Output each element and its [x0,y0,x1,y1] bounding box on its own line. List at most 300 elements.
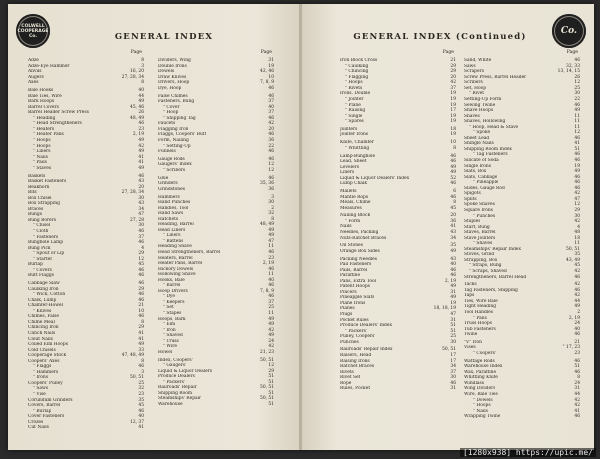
entry-page-number: 50, 51 [442,347,456,353]
entry-page-number: 2, 19 [568,315,580,321]
entry-page-number: 42 [268,121,274,127]
entry-page-number: 12 [574,80,580,86]
entry-term: Orange Box Sides [340,248,380,254]
entry-term: Steamships' Repair [158,396,202,402]
entry-term: " Hoop [163,110,179,116]
entry-term: Whittling Knife [464,375,498,381]
entry-term: " Stapes [163,311,182,316]
entry-page-number: 3 [141,63,144,69]
entry-term: Lamp-Bunghole [340,153,376,159]
entry-page-number: 50, 51 [260,357,274,363]
entry-page-number: 41 [574,141,580,147]
entry-term: " Keepers [163,299,185,305]
entry-term: " Raising [345,108,366,114]
entry-page-number: 37 [450,369,456,375]
entry-page-number: 46 [574,174,580,180]
entry-page-number: 8 [453,145,456,151]
entry-term: Stave Jointers [464,235,496,241]
entry-term: Lump Chalk [340,181,367,187]
entry-term: Windlass [464,380,485,386]
entry-page-number: 46 [138,408,144,414]
entry-page-number: 46 [138,273,144,279]
entry-term: Cut Nails [28,425,49,431]
entry-term: Chamfer-Howel [28,303,64,309]
entry-term: Strapping, Box [464,257,498,263]
entry-list [158,58,274,407]
entry-term: " Shipping Tag [163,115,196,121]
entry-page-number: 8 [453,200,456,206]
entry-term: Sheet Lead [464,135,490,141]
entry-page-number: 42 [574,219,580,225]
entry-page-number: 12 [268,162,274,168]
entry-page-number: 51 [450,328,456,334]
entry-page-number: 29 [450,69,456,75]
entry-page-number: 31 [574,386,580,392]
entry-term: Beakhorn [28,184,50,190]
entry-page-number: 51 [268,401,274,407]
entry-page-number: 46 [268,149,274,155]
entry-page-number: 46 [268,93,274,99]
entry-page-number: 40 [138,88,144,94]
entry-page-number: 29 [138,325,144,331]
entry-term: Rope [340,380,352,386]
entry-page-number: 18, 18, 19 [433,306,456,312]
entry-page-number: 36 [268,138,274,144]
index-entry [28,166,144,172]
entry-term: Draw Knives [158,74,187,80]
entry-page-number: 11 [268,272,274,278]
entry-page-number: 21 [138,303,144,309]
entry-term: " Iron [163,327,176,333]
entry-page-number: 44 [574,392,580,398]
entry-term: Shaves, Hollowing [464,119,506,125]
entry-term: Bale Hooks [28,88,54,94]
entry-page-number: 46 [450,159,456,165]
entry-term: Railroads' Repair [158,385,197,391]
entry-term: Cover Fasteners [28,414,65,420]
entry-term: " Coopers' [473,351,497,356]
entry-term: Flagging Iron [158,126,189,132]
entry-term: Rivets [340,369,354,375]
entry-page-number: 37 [268,110,274,116]
entry-page-number: 46 [450,194,456,200]
entry-page-number: 30 [138,195,144,201]
entry-term: " Staves [33,165,52,171]
entry-term: Gauge Rods [158,156,185,162]
entry-page-number: 40 [574,326,580,332]
entry-page-number: 49 [450,295,456,301]
index-entry [464,275,580,281]
entry-page-number: 27, 28 [130,217,144,223]
entry-page-number: 46 [450,153,456,159]
entry-page-number: 49 [138,165,144,171]
entry-page-number: 52 [450,175,456,181]
entry-page-number: 19 [450,97,456,103]
entry-term: Coiled Elm Hoops [28,342,68,348]
index-entry [464,332,580,338]
entry-page-number: 22 [574,97,580,103]
entry-term: Truss Hoops [464,321,492,327]
entry-page-number: 49 [450,170,456,176]
entry-term: Slats, Cabbage [464,174,498,180]
entry-page-number: 21, 23 [260,349,274,355]
entry-term: " Heading [33,115,56,121]
entry-page-number: 19 [450,102,456,108]
entry-page-number: 51 [574,146,580,152]
entry-term: Wing Dividers [464,386,496,392]
entry-page-number: 17 [450,108,456,114]
entry-term: Coopers' Axes [28,358,60,364]
entry-page-number: 22 [268,143,274,149]
entry-page-number: 43 [138,201,144,207]
entry-term: Set, Hoop [464,85,487,91]
entry-term: Pans, Extra Tool [340,278,377,284]
entry-term: " Dye [163,294,176,300]
entry-page-number: 49 [450,164,456,170]
entry-term: Corundum Grinders [28,397,73,403]
entry-term: Fasteners, Bung [158,99,195,105]
entry-page-number: 46 [138,292,144,298]
entry-page-number: 41 [574,408,580,414]
entry-term: " Chincing [345,69,369,75]
entry-page-number: 12 [574,202,580,208]
index-entry [158,149,274,155]
entry-term: Bung Borers [28,217,57,223]
entry-page-number: 42 [574,191,580,197]
entry-page-number: 35, 36 [260,181,274,187]
entry-term: Heading, Barrel [158,222,194,228]
entry-term: Plugs [340,312,353,318]
entry-page-number: 46 [138,267,144,273]
entry-page-number: 44 [574,298,580,304]
entry-term: Screw Press, Barrel Header [464,74,527,80]
entry-term: Mantle Rops [340,194,369,200]
entry-page-number: 26 [574,74,580,80]
entry-page-number: 29 [268,368,274,374]
entry-term: " Straps, Bung [469,263,502,269]
entry-term: Paraffine [340,273,361,279]
entry-page-number: 45 [450,205,456,211]
entry-term: Pail Fasteners [340,262,372,268]
index-entry [158,350,274,356]
entry-term: Raisers, Head [340,353,372,359]
entry-term: " Spoke [473,130,491,136]
entry-term: Chalk, Lump [28,297,57,303]
entry-page-number: 10 [450,140,456,146]
entry-page-number: 46 [268,115,274,121]
entry-page-number: 42 [574,293,580,299]
entry-page-number: 2, 19 [444,278,456,284]
index-entry [158,168,274,174]
entry-page-number: 37 [268,299,274,305]
entry-page-number: 49 [268,333,274,339]
entry-term: Chincing Iron [28,325,59,331]
entry-list [28,58,144,431]
entry-term: Scribers [464,80,483,86]
entry-term: Adze [28,58,39,64]
entry-term: Sewing Twine [464,102,496,108]
entry-term: " Vise [33,392,46,398]
entry-term: Planes [340,306,355,312]
entry-page-number: 49 [450,248,456,254]
entry-page-number: 11 [574,241,580,247]
entry-term: " Knives [33,308,52,314]
entry-term: Warehouse [158,401,183,407]
entry-term: " Packers' [163,379,186,385]
entry-term: " Cloth [33,228,49,234]
entry-term: " Form [345,218,361,224]
entry-term: Liquid & Liquor Dealers [158,368,213,374]
entry-page-number: 41 [450,224,456,230]
entry-term: Produce Dealers [158,374,195,380]
page-title: GENERAL INDEX (Continued) [353,32,527,42]
entry-page-number: 12 [574,130,580,136]
entry-page-number: 34 [450,364,456,370]
entry-page-number: 33 [138,347,144,353]
entry-page-number: 49 [138,138,144,144]
entry-term: Start, Bung [464,224,490,230]
entry-term: Augers [28,74,44,80]
entry-term: Dye, Hoop [158,85,182,91]
index-entry [464,414,580,420]
entry-page-number: 2, 19 [262,261,274,267]
entry-page-number: 46 [450,267,456,273]
index-column [340,50,456,392]
entry-term: Stoves, Grind [464,252,495,258]
entry-page-number: 20 [450,74,456,80]
entry-term: Heaters, Barrel [158,255,193,261]
entry-page-number: 19 [450,113,456,119]
entry-page-number: 3 [141,369,144,375]
entry-page-number: 4 [577,224,580,230]
entry-page-number: 8 [141,358,144,364]
entry-page-number: 29 [574,207,580,213]
entry-term: " Starter [33,256,53,262]
entry-page-number: 47, 48, 49 [121,353,144,359]
entry-page-number: 46 [268,294,274,300]
entry-term: " Nails [473,408,488,414]
entry-page-number: 47 [450,312,456,318]
entry-page-number: 46 [574,274,580,280]
entry-page-number: 46 [268,283,274,289]
entry-page-number: 2 [271,205,274,211]
entry-term: Wattage Rods [464,358,495,364]
entry-term: Cabbage Slaw [28,281,60,287]
entry-page-number: 37 [450,85,456,91]
entry-term: Slides, Gauge Rod [464,185,505,191]
entry-page-number: 46 [138,314,144,320]
entry-term: " Heaters [33,126,55,132]
entry-term: " Tag Fasteners [473,152,508,158]
entry-term: Square Irons [464,207,493,213]
entry-page-number: 19 [450,119,456,125]
entry-page-number: 7, 8, 9 [260,288,274,294]
entry-page-number: 25 [450,334,456,340]
entry-term: Baskets [28,173,46,179]
column-head: Page [566,50,578,55]
entry-term: " Flaggs [33,364,52,370]
entry-page-number: 20 [450,213,456,219]
entry-page-number: 47 [138,212,144,218]
entry-term: Crozes [28,419,44,425]
entry-page-number: 46 [574,414,580,420]
entry-term: Dividers, Wing [158,58,191,64]
entry-page-number: 46 [574,287,580,293]
entry-page-number: 45 [574,263,580,269]
entry-term: " Covers [33,267,52,273]
entry-page-number: 11 [268,244,274,250]
entry-page-number: 41 [138,336,144,342]
entry-page-number: 49 [574,304,580,310]
index-column [158,50,274,407]
entry-page-number: 37 [138,234,144,240]
entry-term: Bunghole Lamp [28,240,64,246]
entry-term: " Rivet [469,91,484,97]
entry-term: Dowels [158,69,175,75]
entry-page-number: 40 [450,262,456,268]
entry-page-number: 35 [138,397,144,403]
entry-term: Liquid & Liquor Dealers' Index [340,175,410,181]
entry-page-number: 46 [574,102,580,108]
entry-term: " Hammers [33,369,59,375]
index-entry [340,249,456,255]
entry-term: Punches [340,339,359,345]
left-page [8,4,300,450]
index-column [464,50,580,420]
entry-page-number: 42 [574,282,580,288]
entry-page-number: 26 [138,110,144,116]
column-head: Page [260,50,272,55]
entry-page-number: 30 [138,223,144,229]
entry-term: Hickory Dowels [158,266,194,272]
entry-page-number: 51 [268,374,274,380]
entry-page-number: 12 [138,256,144,262]
entry-term: Oil Stones [340,243,363,249]
index-entry [464,351,580,357]
entry-page-number: 8 [141,80,144,86]
entry-term: Hooks, Bale [158,277,185,283]
entry-term: " Chisel [33,223,51,229]
entry-page-number: 11 [574,124,580,130]
entry-term: " Head Strengtheners [33,121,82,127]
entry-page-number: 47 [574,196,580,202]
entry-page-number: 46 [268,175,274,181]
entry-term: Shingle Nails [464,141,494,147]
entry-page-number: 51 [450,323,456,329]
entry-page-number: 8 [271,216,274,222]
entry-page-number: 46 [138,297,144,303]
index-columns [8,50,300,450]
right-page [302,4,594,450]
entry-term: Grindstones [158,186,185,192]
entry-term: " Punches [473,213,496,219]
entry-term: Tag Fasteners, Shipping [464,287,518,293]
entry-term: Nails [340,224,352,230]
entry-page-number: 49 [268,322,274,328]
entry-term: " Whittling [345,145,370,151]
entry-page-number: 24 [574,380,580,386]
entry-page-number: 50, 51 [260,396,274,402]
entry-term: Meals, Chime [340,200,371,206]
entry-page-number: 46 [574,332,580,338]
entry-page-number: 47 [268,238,274,244]
entry-page-number: 45, 46 [130,104,144,110]
entry-term: " Scribers [163,167,186,173]
entry-term: Howel [158,349,173,355]
entry-term: Adze-Eye Hammer [28,63,70,69]
entry-term: Tight Heading [464,304,497,310]
entry-term: Head Liners [158,227,186,233]
entry-page-number: 46 [268,132,274,138]
entry-term: " Irons [33,375,48,381]
index-entry [340,181,456,187]
index-entry [28,80,144,86]
entry-term: Mallets [340,188,357,194]
entry-page-number: 48, 49 [260,222,274,228]
entry-term: Splits [464,196,477,202]
entry-page-number: 46 [268,85,274,91]
entry-page-number: 8 [577,375,580,381]
entry-page-number: 40 [268,104,274,110]
colwell-cooperage-logo-icon: COLWELL COOPERAGE Co. [16,14,50,48]
entry-term: " Gaugers' [163,363,187,369]
entry-page-number: 23 [574,351,580,356]
entry-term: Glue [158,175,169,181]
entry-page-number: 7, 8, 9 [260,80,274,86]
entry-term: Box Strapping [28,201,60,207]
entry-list [340,58,456,392]
entry-term: Coopers' Pulley [28,380,63,386]
entry-term: Covers, Barrel [28,403,61,409]
entry-page-number: 23 [138,392,144,398]
entry-term: Box Chisel [28,195,52,201]
entry-page-number: 42 [138,143,144,149]
entry-term: " Hoops [33,143,51,149]
entry-term: Axes [28,80,39,86]
entry-term: Barrel Covers [28,104,59,110]
entry-page-number: 30 [450,375,456,381]
entry-page-number: 41 [138,425,144,431]
entry-term: Saws [464,63,476,69]
entry-term: " Heater Pans [33,132,64,138]
entry-term: " Hoops [473,403,491,409]
entry-term: Basket Fasteners [28,179,67,185]
index-entry [340,236,456,242]
entry-term: Hand Punches [158,200,191,206]
entry-term: " Setting-Up [163,143,191,149]
entry-page-number: 11 [574,113,580,119]
entry-term: Packing Needles [340,256,378,262]
entry-page-number: 46 [138,228,144,234]
entry-page-number: 32 [138,386,144,392]
entry-page-number: 24 [268,338,274,344]
index-column [28,50,144,431]
index-entry [340,132,456,138]
entry-term: Wrapping Twine [464,414,501,420]
entry-page-number: 23 [138,126,144,132]
entry-term: " Flagging [345,74,369,80]
entry-term: Shave Hoops [464,108,494,114]
entry-page-number: 17 [450,353,456,359]
entry-page-number: 46 [138,281,144,287]
entry-term: " Single [345,113,363,119]
entry-page-number: 29 [450,63,456,69]
column-head: Page [442,50,454,55]
entry-page-number: 46 [574,358,580,364]
entry-term: Patent Hoops [340,284,370,290]
entry-page-number: 21 [450,58,456,64]
entry-term: Pulley, Coopers' [340,334,376,340]
